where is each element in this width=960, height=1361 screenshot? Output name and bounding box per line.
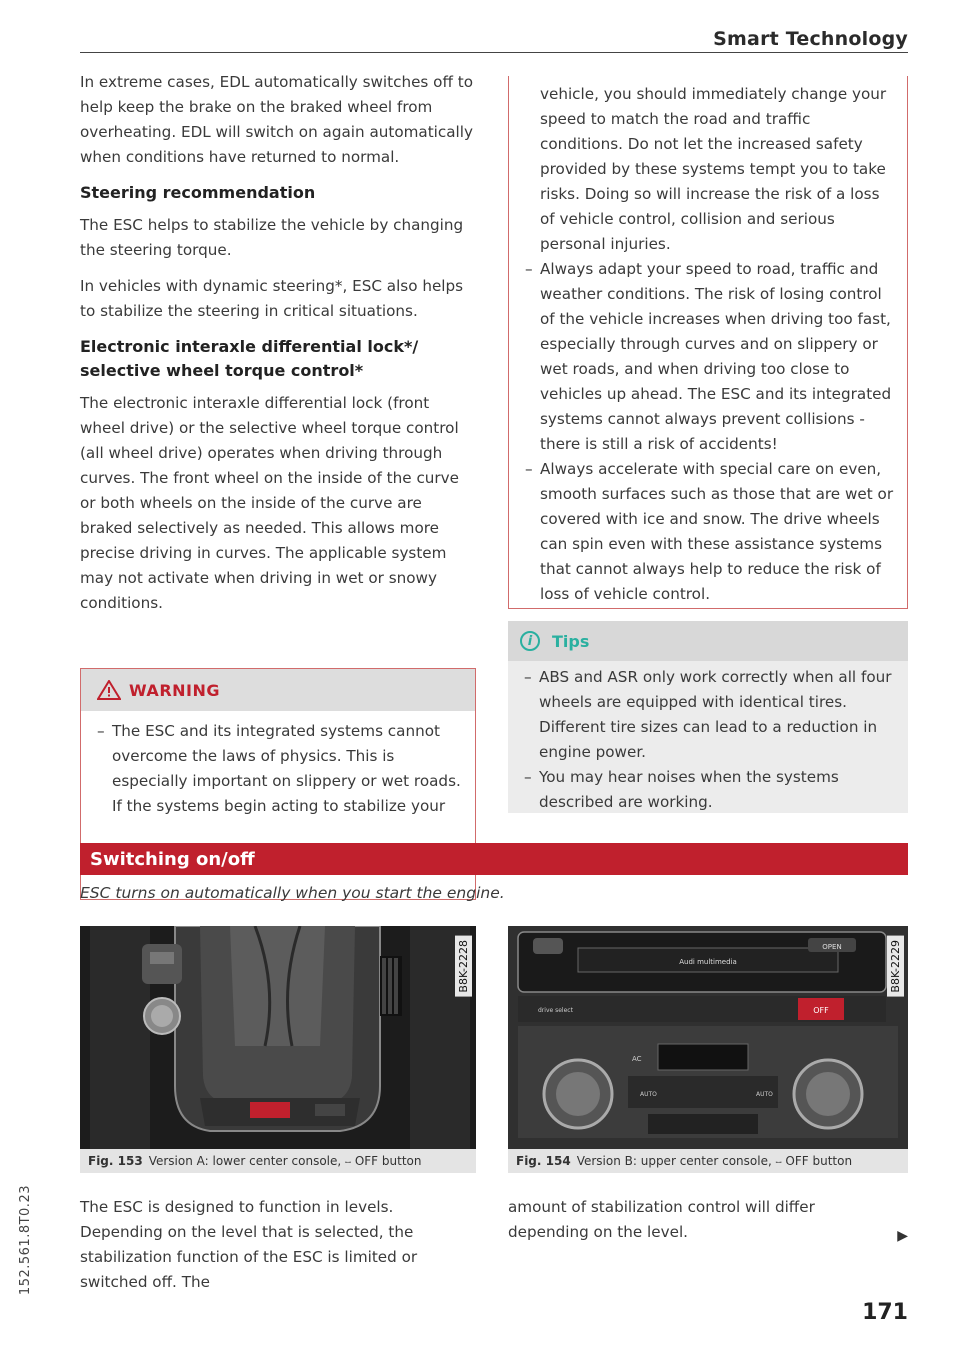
center-console-illustration [80,926,476,1149]
brand-text: Audi multimedia [679,958,737,966]
auto-right-label: AUTO [756,1091,773,1098]
figure-label: Fig. 153 [88,1154,143,1168]
section-subtitle: ESC turns on automatically when you start the engine. [80,884,505,902]
header-rule [80,52,908,53]
warning-header [81,669,475,711]
paragraph-differential: The electronic interaxle differential lock (front wheel drive) or the selective wheel torque control (all wheel drive) operates when driving through curves. The front wheel on the inside of the curve or both wheels on the inside of the curve are braked selectively as needed. This allows more precise driving in curves. The applicable system may not activate when driving in wet or snowy conditions. [80,394,459,612]
warning-triangle-icon [97,680,121,700]
section-heading: Switching on/off [80,843,908,875]
figure-code: B8K-2229 [887,936,904,997]
paragraph-steering-1: The ESC helps to stabilize the vehicle by changing the steering torque. [80,216,464,259]
tips-title: Tips [552,631,590,651]
continue-arrow-icon: ▶ [897,1228,908,1244]
page-section-title: Smart Technology [713,28,908,50]
heading-steering: Steering recommendation [80,183,316,202]
page-number: 171 [862,1300,908,1325]
figure-153-caption [80,1149,476,1173]
ac-label: AC [632,1055,642,1063]
info-icon: i [520,631,540,651]
left-column [80,70,476,627]
esc-off-label: OFF [813,1006,829,1015]
paragraph-edl: In extreme cases, EDL automatically switches off to help keep the brake on the braked wheel from overheating. EDL will switch on again automatically when conditions have returned to normal. [80,73,473,166]
warning-item: – The ESC and its integrated systems cannot overcome the laws of physics. This is especially important on slippery or wet roads. If the systems begin acting to stabilize your [81,719,461,819]
figure-154-caption [508,1149,908,1173]
heading-differential: Electronic interaxle differential lock*/ selective wheel torque control* [80,337,419,380]
tips-item: – You may hear noises when the systems described are working. [508,765,898,815]
figure-caption-text: Version A: lower center console, ⧿ OFF button [148,1153,422,1168]
warning-item: – Always adapt your speed to road, traffic and weather conditions. The risk of losing control of the vehicle increases when driving too fast, especially through curves and on slippery or wet roads, and when driving too close to vehicles up ahead. The ESC and its integrated systems cannot always prevent collisions - there is still a risk of accidents! [509,257,897,457]
figure-code: B8K-2228 [455,936,472,997]
auto-left-label: AUTO [640,1091,657,1098]
figure-154-image [508,926,908,1149]
tips-header [508,621,908,661]
tips-box [508,621,908,813]
bottom-right-paragraph: amount of stabilization control will differ depending on the level. [508,1198,815,1241]
figure-label: Fig. 154 [516,1154,571,1168]
document-code: 152.561.8T0.23 [18,1185,33,1296]
upper-console-illustration [508,926,908,1149]
warning-continued-box [508,76,908,609]
bottom-left-paragraph: The ESC is designed to function in levels. Depending on the level that is selected, the stabilization function of the ESC is limited or switched off. The [80,1198,418,1291]
figure-caption-text: Version B: upper center console, ⧿ OFF button [576,1153,853,1168]
figure-153-image [80,926,476,1149]
warning-title: WARNING [129,680,220,700]
warning-continued-text: vehicle, you should immediately change your speed to match the road and traffic conditions. Do not let the increased safety provided by these systems tempt you to take risks. Doing so will increase the risk of a loss of vehicle control, collision and serious personal injuries. [540,85,887,253]
open-label: OPEN [822,943,842,951]
drive-select-label: drive select [538,1007,573,1014]
paragraph-steering-2: In vehicles with dynamic steering*, ESC also helps to stabilize the steering in critical situations. [80,277,464,320]
warning-item: – Always accelerate with special care on even, smooth surfaces such as those that are wet or covered with ice and snow. The drive wheels can spin even with these assistance systems that cannot always help to reduce the risk of loss of vehicle control. [509,457,897,607]
tips-item: – ABS and ASR only work correctly when all four wheels are equipped with identical tires. Different tire sizes can lead to a reduction in engine power. [508,665,898,765]
